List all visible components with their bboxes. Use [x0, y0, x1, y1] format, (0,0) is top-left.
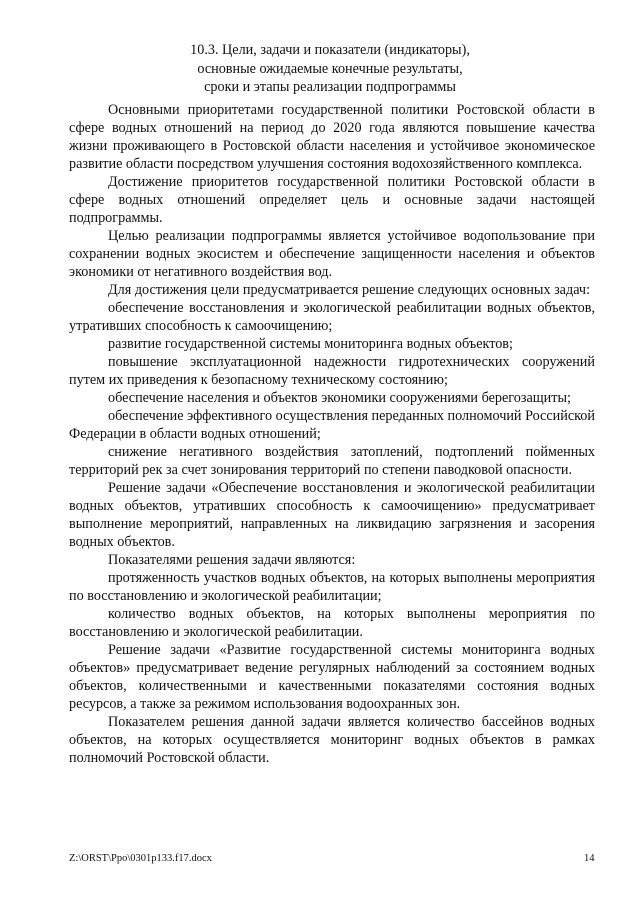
- task-list-item: повышение эксплуатационной надежности гидротехнических сооружений путем их приведения к безопасному техническому состоянию;: [69, 354, 595, 388]
- document-body: [69, 101, 595, 767]
- task-list-item: снижение негативного воздействия затоплений, подтоплений пойменных территорий рек за счет зонирования территорий по степени паводковой опасности.: [69, 444, 595, 478]
- section-heading: [120, 41, 540, 97]
- paragraph: Показателями решения задачи являются:: [108, 552, 356, 568]
- section-heading-line-2: основные ожидаемые конечные результаты,: [197, 60, 463, 77]
- section-heading-line-1: 10.3. Цели, задачи и показатели (индикаторы),: [190, 42, 470, 58]
- paragraph: Решение задачи «Обеспечение восстановления и экологической реабилитации водных объектов, утративших способность к самоочищению» предусматривает выполнение мероприятий, направленных на ликвидацию загрязнения и засорения водных объектов.: [69, 480, 595, 550]
- task-list-item: развитие государственной системы мониторинга водных объектов;: [108, 336, 513, 352]
- indicator-list-item: количество водных объектов, на которых выполнены мероприятия по восстановлению и экологической реабилитации.: [69, 606, 595, 640]
- section-heading-line-3: сроки и этапы реализации подпрограммы: [204, 79, 456, 95]
- task-list-item: обеспечение эффективного осуществления переданных полномочий Российской Федерации в области водных отношений;: [69, 408, 595, 442]
- task-list-item: обеспечение населения и объектов экономики сооружениями берегозащиты;: [108, 390, 571, 406]
- indicator-list-item: протяженность участков водных объектов, на которых выполнены мероприятия по восстановлению и экологической реабилитации;: [69, 570, 595, 604]
- paragraph: Целью реализации подпрограммы является устойчивое водопользование при сохранении водных экосистем и обеспечение защищенности населения и объектов экономики от негативного воздействия вод.: [69, 228, 595, 280]
- paragraph: Показателем решения данной задачи является количество бассейнов водных объектов, на которых осуществляется мониторинг водных объектов в рамках полномочий Ростовской области.: [69, 714, 595, 766]
- paragraph: Достижение приоритетов государственной политики Ростовской области в сфере водных отношений определяет цель и основные задачи настоящей подпрограммы.: [69, 174, 595, 226]
- paragraph: Решение задачи «Развитие государственной системы мониторинга водных объектов» предусматривает ведение регулярных наблюдений за состоянием водных объектов, количественными и качественными показателями состояния водных ресурсов, а также за режимом использования водоохранных зон.: [69, 642, 595, 712]
- page-number: 14: [584, 853, 595, 864]
- task-list-item: обеспечение восстановления и экологической реабилитации водных объектов, утративших способность к самоочищению;: [69, 300, 595, 334]
- paragraph: Основными приоритетами государственной политики Ростовской области в сфере водных отношений на период до 2020 года являются повышение качества жизни проживающего в Ростовской области населения и устойчивое экономическое развитие области посредством улучшения состояния водохозяйственного комплекса.: [69, 102, 595, 172]
- paragraph: Для достижения цели предусматривается решение следующих основных задач:: [108, 282, 591, 298]
- footer-file-path: Z:\ORST\Ppo\0301p133.f17.docx: [69, 853, 212, 864]
